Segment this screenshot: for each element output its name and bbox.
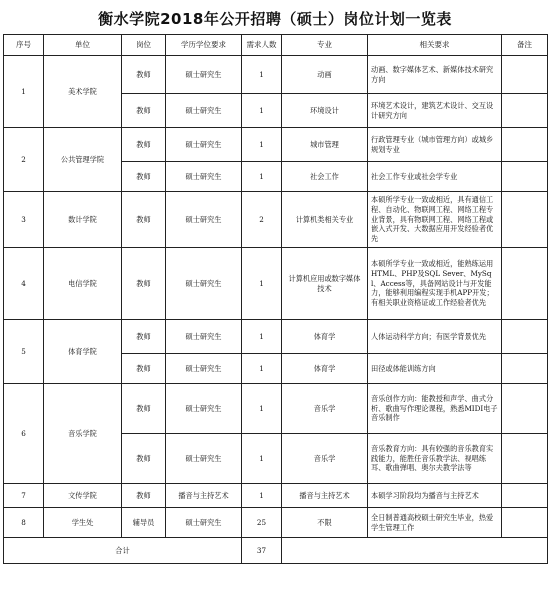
column-header: 需求人数	[242, 35, 282, 56]
note-cell	[502, 434, 548, 484]
seq-cell: 1	[4, 56, 44, 128]
note-cell	[502, 354, 548, 384]
requirement-cell: 行政管理专业（城市管理方向）或城乡规划专业	[368, 128, 502, 162]
unit-cell: 音乐学院	[44, 384, 122, 484]
column-header: 专业	[282, 35, 368, 56]
degree-cell: 硕士研究生	[166, 192, 242, 248]
count-cell: 1	[242, 484, 282, 508]
post-cell: 教师	[122, 128, 166, 162]
degree-cell: 硕士研究生	[166, 248, 242, 320]
count-cell: 1	[242, 434, 282, 484]
unit-cell: 文传学院	[44, 484, 122, 508]
seq-cell: 7	[4, 484, 44, 508]
unit-cell: 公共管理学院	[44, 128, 122, 192]
table-row	[4, 56, 548, 94]
note-cell	[502, 384, 548, 434]
count-cell: 1	[242, 162, 282, 192]
major-cell: 计算机类相关专业	[282, 192, 368, 248]
degree-cell: 硕士研究生	[166, 128, 242, 162]
note-cell	[502, 162, 548, 192]
note-cell	[502, 320, 548, 354]
table-row	[4, 508, 548, 538]
note-cell	[502, 508, 548, 538]
requirement-cell: 音乐教育方向：具有较强的音乐教育实践能力，能胜任音乐教学法、视唱练耳、歌曲弹唱、奥尔夫教学法等	[368, 434, 502, 484]
major-cell: 体育学	[282, 320, 368, 354]
unit-cell: 体育学院	[44, 320, 122, 384]
degree-cell: 硕士研究生	[166, 384, 242, 434]
count-cell: 1	[242, 56, 282, 94]
table-header-row	[4, 35, 548, 56]
major-cell: 播音与主持艺术	[282, 484, 368, 508]
major-cell: 环境设计	[282, 94, 368, 128]
recruitment-table	[3, 34, 548, 564]
post-cell: 教师	[122, 56, 166, 94]
column-header: 单位	[44, 35, 122, 56]
requirement-cell: 环境艺术设计，建筑艺术设计、交互设计研究方向	[368, 94, 502, 128]
degree-cell: 硕士研究生	[166, 354, 242, 384]
post-cell: 辅导员	[122, 508, 166, 538]
count-cell: 1	[242, 248, 282, 320]
post-cell: 教师	[122, 192, 166, 248]
total-row	[4, 538, 548, 564]
unit-cell: 学生处	[44, 508, 122, 538]
post-cell: 教师	[122, 162, 166, 192]
requirement-cell: 田径或体能训练方向	[368, 354, 502, 384]
post-cell: 教师	[122, 434, 166, 484]
seq-cell: 8	[4, 508, 44, 538]
degree-cell: 硕士研究生	[166, 94, 242, 128]
degree-cell: 播音与主持艺术	[166, 484, 242, 508]
seq-cell: 2	[4, 128, 44, 192]
seq-cell: 3	[4, 192, 44, 248]
major-cell: 体育学	[282, 354, 368, 384]
major-cell: 计算机应用或数字媒体技术	[282, 248, 368, 320]
post-cell: 教师	[122, 384, 166, 434]
requirement-cell: 本硕学习阶段均为播音与主持艺术	[368, 484, 502, 508]
major-cell: 音乐学	[282, 384, 368, 434]
column-header: 序号	[4, 35, 44, 56]
degree-cell: 硕士研究生	[166, 320, 242, 354]
note-cell	[502, 56, 548, 94]
table-row	[4, 192, 548, 248]
major-cell: 不限	[282, 508, 368, 538]
requirement-cell: 本硕所学专业一致或相近，能熟练运用HTML、PHP及SQL Sever、MySql、Access等，具备网站设计与开发能力，能够利用编程实现手机APP开发；有相关职业资格证或工作经验者优先	[368, 248, 502, 320]
column-header: 相关要求	[368, 35, 502, 56]
note-cell	[502, 192, 548, 248]
degree-cell: 硕士研究生	[166, 508, 242, 538]
requirement-cell: 动画、数字媒体艺术、新媒体技术研究方向	[368, 56, 502, 94]
table-row	[4, 248, 548, 320]
degree-cell: 硕士研究生	[166, 162, 242, 192]
unit-cell: 美术学院	[44, 56, 122, 128]
requirement-cell: 人体运动科学方向；有医学背景优先	[368, 320, 502, 354]
table-row	[4, 128, 548, 162]
total-count: 37	[242, 538, 282, 564]
unit-cell: 电信学院	[44, 248, 122, 320]
count-cell: 1	[242, 354, 282, 384]
post-cell: 教师	[122, 354, 166, 384]
seq-cell: 5	[4, 320, 44, 384]
major-cell: 社会工作	[282, 162, 368, 192]
seq-cell: 6	[4, 384, 44, 484]
total-label: 合计	[4, 538, 242, 564]
requirement-cell: 社会工作专业或社会学专业	[368, 162, 502, 192]
major-cell: 城市管理	[282, 128, 368, 162]
seq-cell: 4	[4, 248, 44, 320]
count-cell: 1	[242, 94, 282, 128]
total-empty	[282, 538, 548, 564]
requirement-cell: 本硕所学专业一致或相近，具有通信工程、自动化、物联网工程、网络工程专业背景，具有物联网工程、网络工程或嵌入式开发、大数据应用开发经验者优先	[368, 192, 502, 248]
post-cell: 教师	[122, 248, 166, 320]
count-cell: 2	[242, 192, 282, 248]
major-cell: 动画	[282, 56, 368, 94]
table-row	[4, 384, 548, 434]
note-cell	[502, 94, 548, 128]
table-body	[4, 56, 548, 564]
count-cell: 25	[242, 508, 282, 538]
degree-cell: 硕士研究生	[166, 56, 242, 94]
requirement-cell: 音乐创作方向：能教授和声学、曲式分析、歌曲写作理论课程，熟悉MIDI电子音乐制作	[368, 384, 502, 434]
column-header: 岗位	[122, 35, 166, 56]
count-cell: 1	[242, 128, 282, 162]
column-header: 学历学位要求	[166, 35, 242, 56]
post-cell: 教师	[122, 320, 166, 354]
note-cell	[502, 248, 548, 320]
note-cell	[502, 128, 548, 162]
table-row	[4, 320, 548, 354]
column-header: 备注	[502, 35, 548, 56]
count-cell: 1	[242, 320, 282, 354]
post-cell: 教师	[122, 94, 166, 128]
major-cell: 音乐学	[282, 434, 368, 484]
note-cell	[502, 484, 548, 508]
count-cell: 1	[242, 384, 282, 434]
table-row	[4, 484, 548, 508]
requirement-cell: 全日制普通高校硕士研究生毕业，热爱学生管理工作	[368, 508, 502, 538]
unit-cell: 数计学院	[44, 192, 122, 248]
page-title: 衡水学院2018年公开招聘（硕士）岗位计划一览表	[98, 10, 452, 28]
post-cell: 教师	[122, 484, 166, 508]
degree-cell: 硕士研究生	[166, 434, 242, 484]
